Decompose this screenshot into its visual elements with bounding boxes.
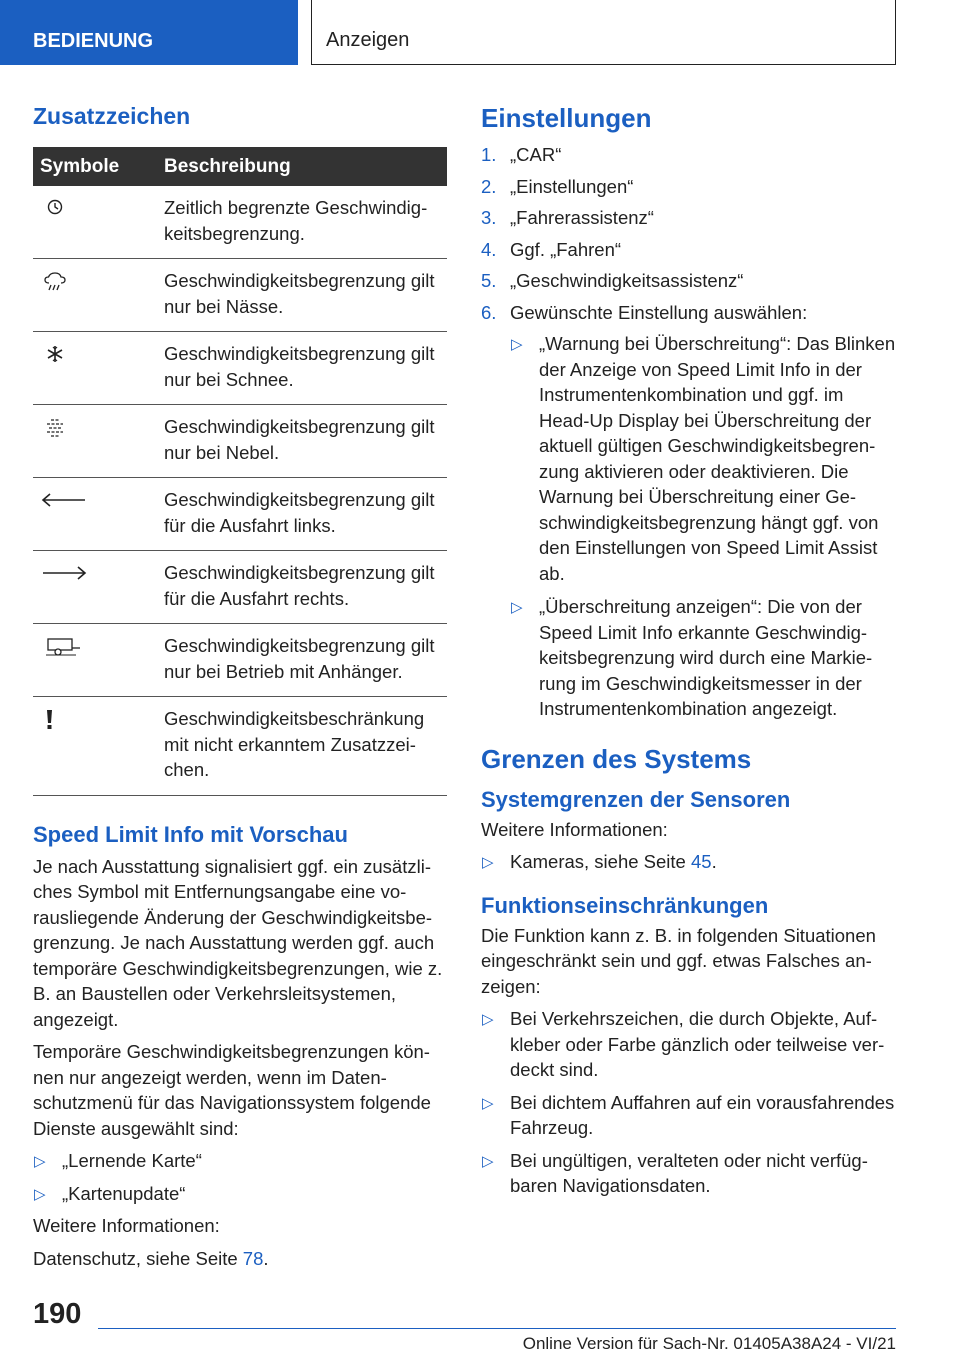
table-row	[33, 478, 447, 551]
zusatzzeichen-heading: Zusatzzeichen	[33, 103, 191, 129]
list-item: ▷ „Überschreitung anzeigen“: Die von der Speed Limit Info erkannte Geschwindigkeitsbegrenzung wird durch eine Markierung im Geschwindigkeitsmesser in der Instrumentenkombination angezeigt.	[511, 596, 873, 719]
table-row	[33, 259, 447, 332]
step-item: 1. „CAR“	[481, 144, 562, 165]
datenschutz-reference: Datenschutz, siehe Seite 78.	[33, 1247, 269, 1269]
paragraph: Weitere Informationen:	[481, 818, 668, 840]
paragraph: Weitere Informationen:	[33, 1215, 220, 1236]
column-header-beschreibung: Beschreibung	[160, 147, 447, 186]
triangle-bullet-icon: ▷	[511, 336, 523, 353]
list-item: ▷ Kameras, siehe Seite 45.	[481, 849, 896, 875]
footer-text: Online Version für Sach-Nr. 01405A38A24 - VI/21	[522, 1334, 896, 1353]
row-description: Zeitlich begrenzte Geschwindigkeitsbegrenzung.	[160, 186, 447, 259]
right-column	[481, 100, 896, 1206]
grenzen-heading: Grenzen des Systems	[481, 743, 752, 774]
list-item: ▷ Bei Verkehrszeichen, die durch Objekte, Aufkleber oder Farbe gänzlich oder teilweise verdeckt sind.	[482, 1008, 885, 1080]
triangle-bullet-icon: ▷	[34, 1185, 46, 1203]
table-row	[33, 697, 447, 796]
snowflake-icon	[40, 344, 70, 366]
table-row	[33, 186, 447, 259]
rain-cloud-icon	[40, 271, 70, 293]
exclamation-icon	[40, 709, 60, 731]
row-description: Geschwindigkeitsbegrenzung gilt für die Ausfahrt rechts.	[160, 551, 447, 624]
paragraph: Die Funktion kann z. B. in folgenden Situationen eingeschränkt sein und ggf. etwas Falsches anzeigen:	[481, 924, 876, 997]
page-number: 190	[33, 1298, 82, 1330]
list-item: ▷ „Warnung bei Überschreitung“: Das Blinken der Anzeige von Speed Limit Info in der Instrumentenkombination und ggf. im Head-Up Display bei Überschreitung der aktuell gültigen Geschwindigkeitsbegrenzung aktivieren oder deaktivieren. Die Warnung bei Überschreitung einer Geschwindigkeitsbegrenzung hängt ggf. von den Einstellungen von Speed Limit Assist ab.	[511, 333, 896, 584]
page-link-78[interactable]: 78	[242, 1247, 264, 1269]
list-item: ▷ „Kartenupdate“	[33, 1181, 447, 1207]
step-item: 6. Gewünschte Einstellung auswählen: ▷ „Warnung bei Überschreitung“: Das Blinken der Anzeige von Speed Limit Info in der Instrumentenkombination und ggf. im Head-Up Display bei Überschreitung der aktuell gültigen Geschwindigkeitsbegrenzung aktivieren oder deaktivieren. Die Warnung bei Überschreitung einer Geschwindigkeitsbegrenzung hängt ggf. von den Einstellungen von Speed Limit Assist ab. ▷ „Überschreitung anzeigen“: Die von der Speed Limit Info erkannte Geschwindigkeitsbegrenzung wird durch eine Markierung im Geschwindigkeitsmesser in der Instrumentenkombination angezeigt.	[481, 300, 896, 722]
table-row	[33, 551, 447, 624]
limitations-list	[481, 1006, 896, 1199]
einstellungen-heading: Einstellungen	[481, 103, 652, 133]
triangle-bullet-icon: ▷	[482, 1011, 494, 1028]
section-tab: BEDIENUNG	[0, 0, 298, 65]
row-description: Geschwindigkeitsbegrenzung gilt nur bei Nebel.	[160, 405, 447, 478]
row-description: Geschwindigkeitsbegrenzung gilt nur bei Schnee.	[160, 332, 447, 405]
systemgrenzen-heading: Systemgrenzen der Sensoren	[481, 786, 791, 812]
step-item: 2. „Einstellungen“	[481, 175, 634, 197]
list-item: ▷ „Lernende Karte“	[33, 1148, 447, 1174]
column-header-symbole: Symbole	[33, 147, 160, 186]
arrow-right-icon	[40, 563, 88, 583]
row-description: Geschwindigkeitsbegrenzung gilt nur bei Betrieb mit Anhänger.	[160, 624, 447, 697]
left-column	[33, 100, 447, 1278]
triangle-bullet-icon: ▷	[482, 1152, 494, 1170]
sensor-reference-list	[481, 849, 896, 875]
clock-icon	[40, 198, 70, 218]
triangle-bullet-icon: ▷	[34, 1153, 46, 1170]
funktionseinschraenkungen-heading: Funktionseinschränkungen	[481, 892, 769, 918]
trailer-icon	[40, 636, 84, 658]
chapter-title: Anzeigen	[311, 0, 896, 65]
row-description: Geschwindigkeitsbegrenzung gilt nur bei Nässe.	[160, 259, 447, 332]
footer-divider	[98, 1328, 896, 1329]
table-row	[33, 624, 447, 697]
triangle-bullet-icon: ▷	[482, 1094, 494, 1112]
paragraph: Je nach Ausstattung signalisiert ggf. ein zusätzliches Symbol mit Entfernungsangabe eine vorausliegende Änderung der Geschwindigkeitsbegrenzung. Je nach Ausstattung werden ggf. auch temporäre Geschwindigkeitsbegrenzungen, wie z. B. an Baustellen oder Verkehrsleitsystemen, angezeigt.	[33, 855, 443, 1030]
services-list	[33, 1148, 447, 1206]
arrow-left-icon	[40, 490, 88, 510]
symbol-table	[33, 147, 447, 796]
table-row	[33, 405, 447, 478]
triangle-bullet-icon: ▷	[482, 854, 494, 871]
list-item: ▷ Bei ungültigen, veralteten oder nicht verfügbaren Navigationsdaten.	[482, 1149, 868, 1196]
fog-icon	[40, 417, 70, 439]
step-item: 5. „Geschwindigkeitsassistenz“	[481, 270, 744, 291]
table-header-row	[33, 147, 447, 186]
step-item: 4. Ggf. „Fahren“	[481, 238, 622, 260]
list-item: ▷ Bei dichtem Auffahren auf ein vorausfahrendes Fahrzeug.	[482, 1091, 895, 1138]
step-item: 3. „Fahrerassistenz“	[481, 207, 654, 228]
table-row	[33, 332, 447, 405]
row-description: Geschwindigkeitsbegrenzung gilt für die Ausfahrt links.	[160, 478, 447, 551]
page-link-45[interactable]: 45	[690, 851, 712, 872]
triangle-bullet-icon: ▷	[511, 599, 523, 616]
row-description: Geschwindigkeitsbeschränkung mit nicht erkanntem Zusatzzeichen.	[160, 697, 447, 796]
steps-list	[481, 142, 896, 722]
paragraph: Temporäre Geschwindigkeitsbegrenzungen können nur angezeigt werden, wenn im Datenschutzmenü für das Navigationssystem folgende Dienste ausgewählt sind:	[33, 1041, 431, 1139]
settings-options-list	[510, 331, 896, 722]
speed-limit-preview-heading: Speed Limit Info mit Vorschau	[33, 821, 348, 847]
